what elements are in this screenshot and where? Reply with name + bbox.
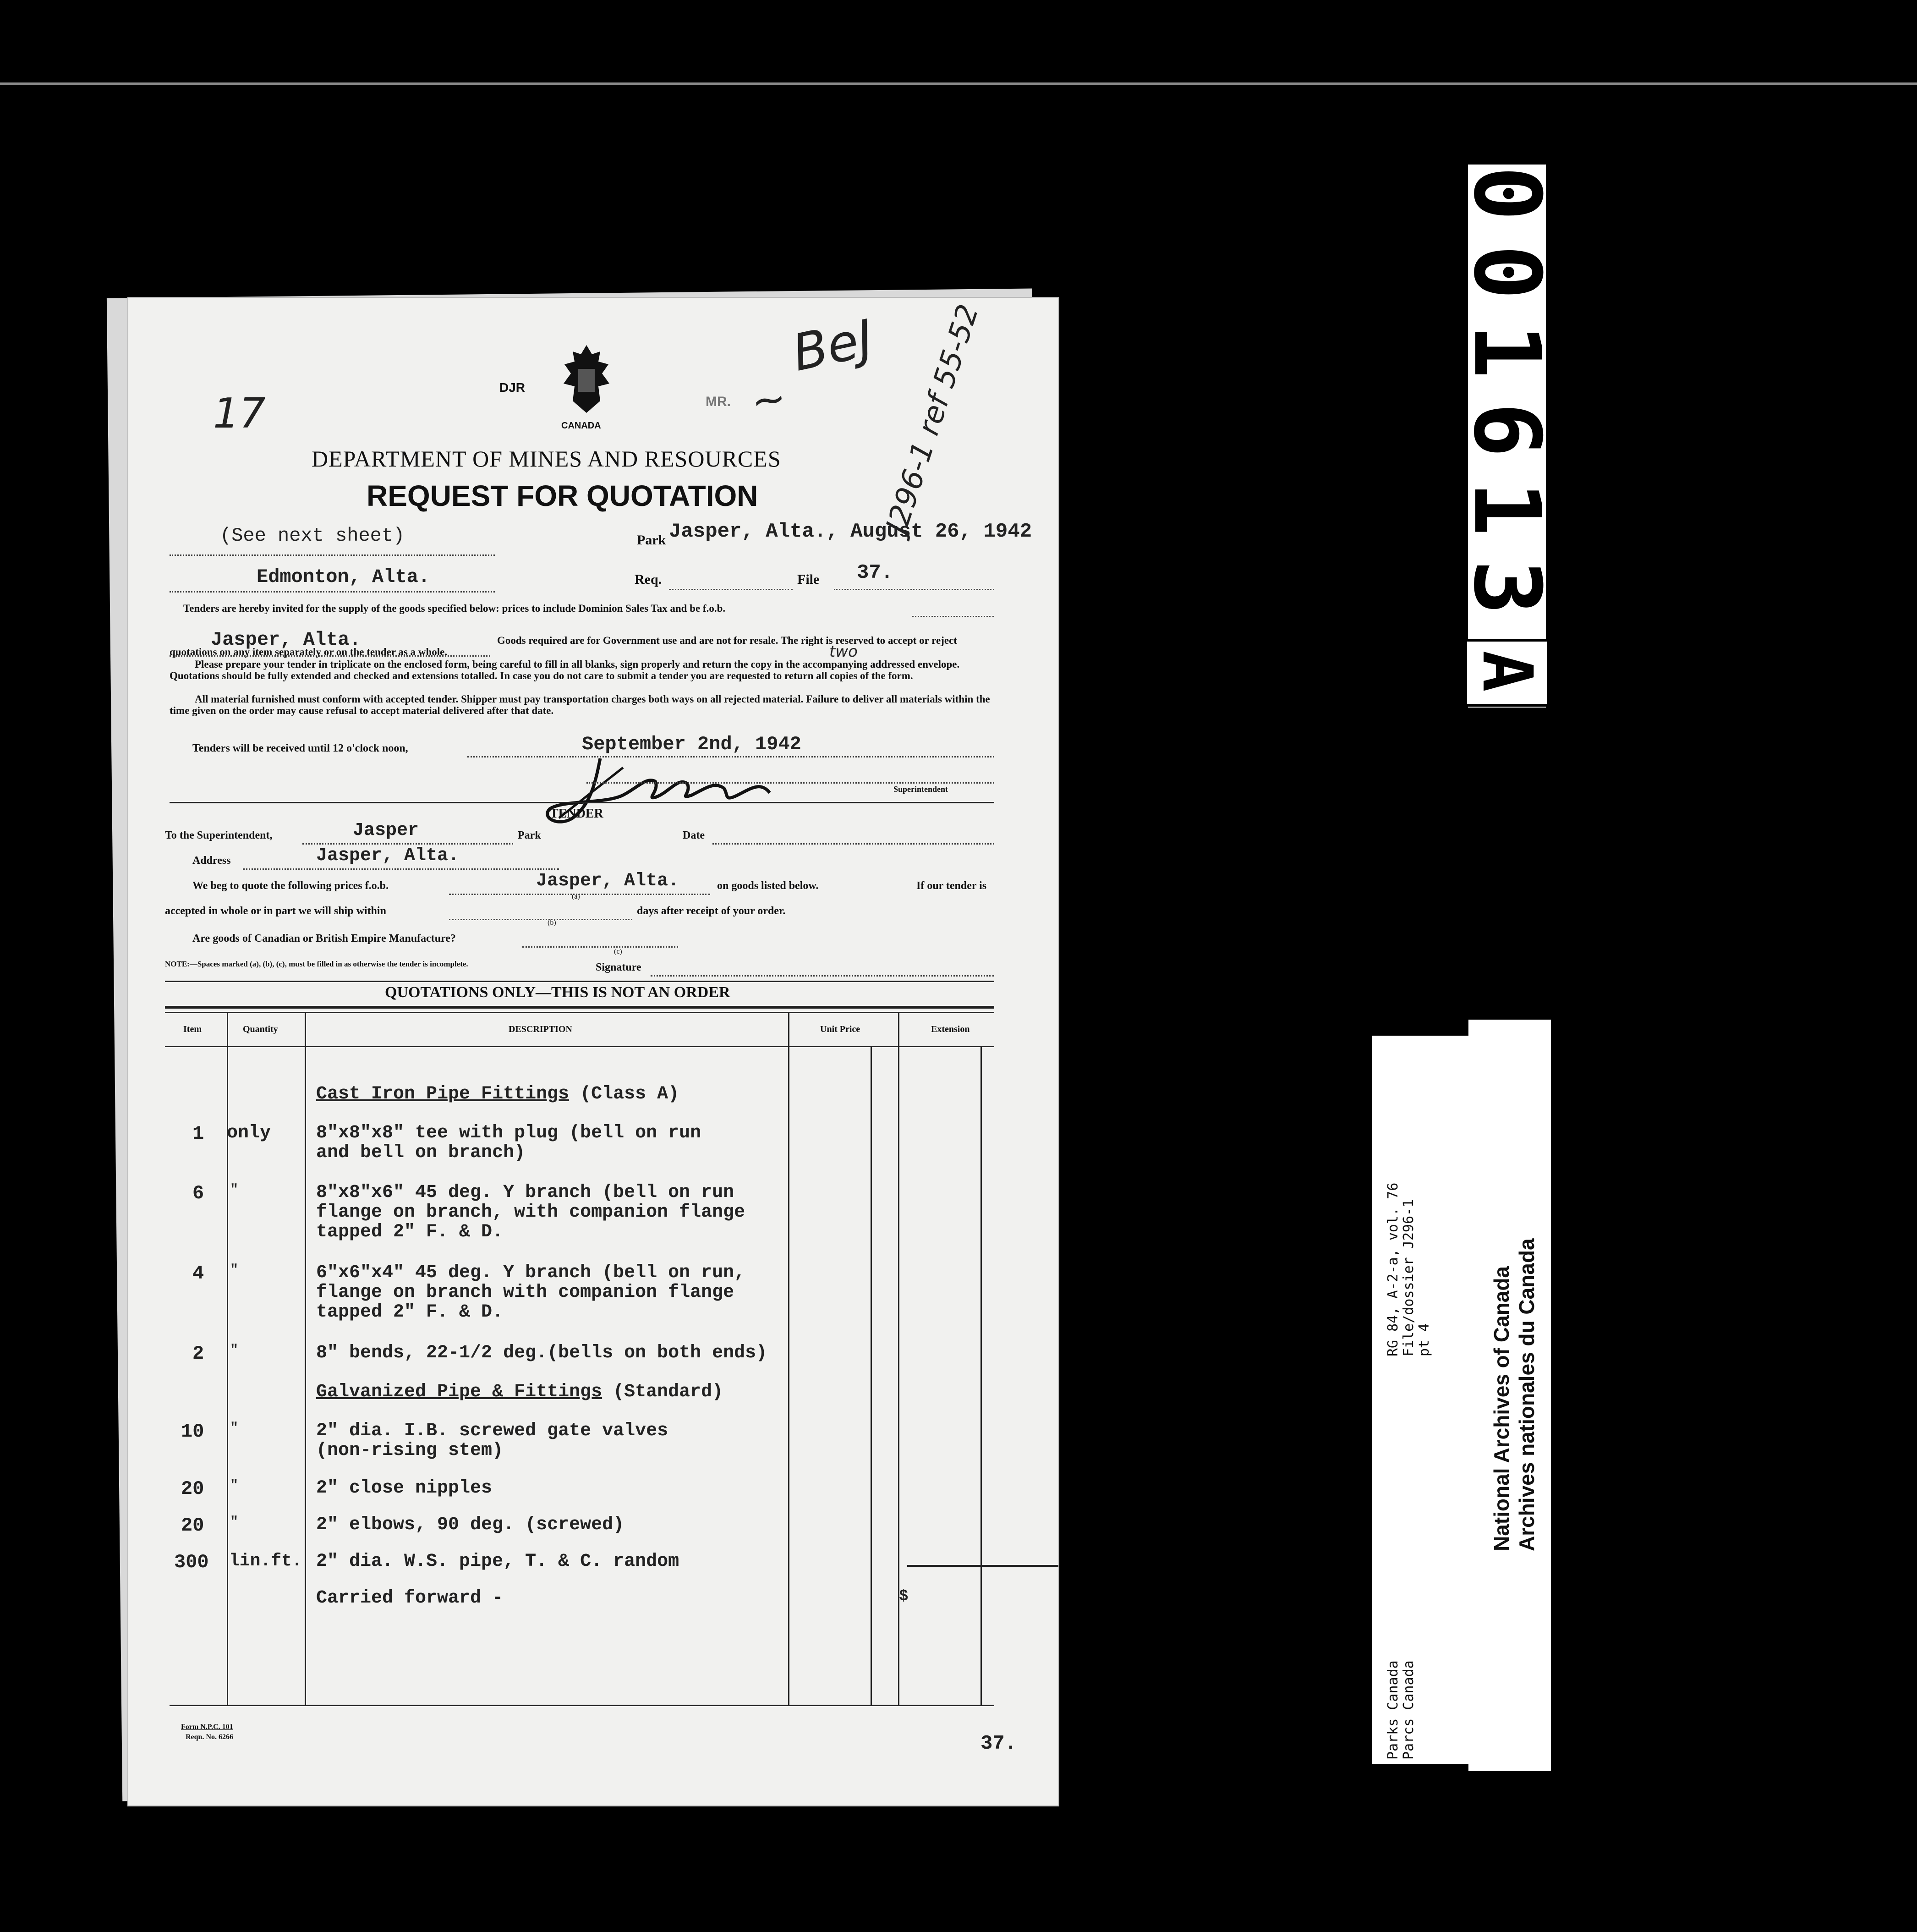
row-description: flange on branch, with companion flange: [316, 1202, 745, 1223]
address-label: Address: [192, 855, 231, 867]
date-label: Date: [683, 829, 705, 841]
reqn-number: Reqn. No. 6266: [186, 1733, 234, 1741]
frame-number-stamp: [1453, 163, 1561, 709]
date-line: [712, 839, 994, 845]
header-quantity: Quantity: [243, 1024, 278, 1034]
canadian-line: [522, 942, 678, 948]
handwritten-initials: BeJ: [787, 308, 878, 383]
row-description: 6"x6"x4" 45 deg. Y branch (bell on run,: [316, 1262, 745, 1283]
parks-canada-en: Parks Canada: [1385, 1660, 1401, 1760]
row-description: tapped 2" F. & D.: [316, 1302, 504, 1323]
row-item: 10: [181, 1421, 204, 1443]
goods-required-text: Goods required are for Government use and are not for resale. The right is reserved to accept or reject quotations on any item separately or on the tender as a whole.: [170, 635, 957, 658]
page-number: 37.: [980, 1732, 1017, 1755]
national-archives-label: [1468, 1020, 1551, 1771]
signature-field-line: [651, 971, 994, 977]
stamp-digit: 3: [1453, 560, 1561, 618]
row-description: 2" elbows, 90 deg. (screwed): [316, 1515, 624, 1535]
row-quantity-ditto: ": [230, 1343, 239, 1358]
archive-reference-line-2: File/dossier J296-1: [1401, 1199, 1417, 1356]
note-text: NOTE:—Spaces marked (a), (b), (c), must be filled in as otherwise the tender is incomplete.: [165, 960, 468, 968]
national-archives-en: National Archives of Canada: [1490, 1266, 1513, 1551]
instructions-paragraph-2: All material furnished must conform with accepted tender. Shipper must pay transportation charges both ways on all rejected material. Failure to deliver all materials within the time given on the order may cause refusal to accept material delivered after that date.: [170, 693, 990, 716]
section-heading-galvanized-title: Galvanized Pipe & Fittings: [316, 1382, 602, 1402]
canadian-question: Are goods of Canadian or British Empire Manufacture?: [192, 933, 456, 944]
signature-line: [586, 777, 994, 784]
row-item: 2: [192, 1343, 204, 1365]
row-quantity-ditto: ": [230, 1421, 239, 1436]
scan-top-rule: [0, 82, 1917, 85]
col-divider-qty: [305, 1013, 306, 1705]
tenders-until-label: Tenders will be received until 12 o'clock noon,: [192, 742, 408, 754]
mark-a: (a): [572, 893, 580, 900]
col-divider-cents-2: [980, 1046, 982, 1705]
handwritten-two: two: [829, 642, 858, 661]
row-description: tapped 2" F. & D.: [316, 1222, 504, 1242]
stamp-digit: 6: [1453, 402, 1561, 460]
section-heading-cast-iron-title: Cast Iron Pipe Fittings: [316, 1084, 570, 1104]
row-quantity-ditto: ": [230, 1262, 239, 1278]
on-goods-text: on goods listed below.: [717, 880, 819, 892]
djr-initials: DJR: [499, 380, 526, 395]
signature-label: Signature: [596, 961, 641, 973]
archive-reference-line-3: pt 4: [1416, 1323, 1432, 1356]
fob-value: Jasper, Alta.: [211, 629, 361, 651]
addressee-value-1: (See next sheet): [220, 525, 405, 547]
ship-within-line: [449, 914, 632, 920]
handwritten-mark-17: 17: [213, 390, 266, 438]
handwritten-scribble: ~: [748, 373, 789, 426]
dollar-sign: $: [899, 1588, 909, 1605]
fob-line-end: [912, 609, 994, 617]
table-top-rule-2: [165, 1012, 994, 1013]
stamp-digit: 1: [1453, 481, 1561, 539]
divider: [170, 802, 994, 803]
header-description: DESCRIPTION: [509, 1024, 572, 1034]
park-label-2: Park: [518, 829, 541, 841]
row-description: 8"x8"x6" 45 deg. Y branch (bell on run: [316, 1182, 734, 1203]
days-after-text: days after receipt of your order.: [637, 905, 786, 917]
row-description: 8" bends, 22-1/2 deg.(bells on both ends): [316, 1343, 767, 1363]
col-divider-item: [227, 1013, 228, 1705]
row-item: 6: [192, 1182, 204, 1204]
col-divider-cents-1: [871, 1046, 872, 1705]
tender-heading: TENDER: [550, 807, 603, 821]
row-item: 1: [192, 1123, 204, 1145]
row-quantity-ditto: ": [230, 1515, 239, 1530]
if-accepted-text: If our tender is: [916, 880, 987, 892]
row-quantity: only: [227, 1123, 271, 1143]
national-archives-fr: Archives nationales du Canada: [1515, 1238, 1539, 1551]
row-quantity: lin.ft.: [229, 1551, 302, 1571]
table-top-rule: [165, 1006, 994, 1009]
header-extension: Extension: [931, 1024, 970, 1034]
handwritten-file-reference: J296-1 ref 55-52: [880, 300, 986, 538]
col-divider-desc: [788, 1013, 789, 1705]
beg-to-quote-label: We beg to quote the following prices f.o.b.: [192, 880, 389, 892]
beg-to-quote-value: Jasper, Alta.: [536, 871, 679, 891]
file-label: File: [797, 572, 820, 587]
divider-2: [165, 981, 994, 982]
tenders-until-value: September 2nd, 1942: [582, 733, 801, 755]
canada-coat-of-arms-icon: [554, 341, 619, 419]
page-title: REQUEST FOR QUOTATION: [367, 479, 758, 512]
section-heading-cast-iron: [316, 1084, 679, 1104]
quotations-only-heading: QUOTATIONS ONLY—THIS IS NOT AN ORDER: [385, 984, 730, 1001]
mr-stamp: MR.: [706, 394, 731, 409]
to-superintendent-label: To the Superintendent,: [165, 829, 273, 841]
row-description: 2" dia. I.B. screwed gate valves: [316, 1421, 668, 1441]
row-item: 4: [192, 1262, 204, 1284]
table-header-rule: [165, 1046, 994, 1047]
carried-forward: Carried forward -: [316, 1588, 504, 1608]
archive-reference-label: [1372, 1036, 1468, 1764]
row-description: 8"x8"x8" tee with plug (bell on run: [316, 1123, 701, 1143]
section-heading-galvanized-suffix: (Standard): [613, 1382, 723, 1402]
header-item: Item: [183, 1024, 202, 1034]
archive-reference-line-1: RG 84, A-2-a, vol. 76: [1385, 1182, 1401, 1356]
stamp-digit: 1: [1453, 323, 1561, 381]
mark-b: (b): [548, 919, 556, 927]
header-unit-price: Unit Price: [820, 1024, 860, 1034]
mark-c: (c): [614, 948, 622, 955]
form-number: Form N.P.C. 101: [181, 1723, 233, 1731]
park-label: Park: [637, 532, 666, 548]
to-superintendent-value: Jasper: [353, 820, 419, 841]
req-label: Req.: [635, 572, 662, 587]
row-item: 300: [174, 1551, 209, 1573]
section-heading-galvanized: [316, 1382, 723, 1402]
file-value: 37.: [857, 561, 893, 584]
row-description: flange on branch with companion flange: [316, 1282, 734, 1303]
row-quantity-ditto: ": [230, 1182, 239, 1198]
frame-number: [1453, 165, 1561, 707]
accepted-whole-text: accepted in whole or in part we will ship within: [165, 905, 386, 917]
section-heading-cast-iron-suffix: (Class A): [580, 1084, 679, 1104]
stamp-letter: A: [1464, 638, 1550, 706]
superintendent-label: Superintendent: [893, 785, 948, 794]
stamp-digit: 0: [1453, 165, 1561, 224]
row-item: 20: [181, 1478, 204, 1500]
address-value: Jasper, Alta.: [316, 845, 460, 866]
row-description: and bell on branch): [316, 1142, 526, 1163]
parks-canada-fr: Parcs Canada: [1401, 1660, 1417, 1760]
req-line: [669, 575, 793, 590]
table-bottom-rule: [170, 1705, 994, 1706]
row-description: 2" close nipples: [316, 1478, 493, 1498]
row-description: 2" dia. W.S. pipe, T. & C. random: [316, 1551, 679, 1572]
addressee-value-2: Edmonton, Alta.: [257, 566, 430, 588]
row-quantity-ditto: ": [230, 1478, 239, 1493]
request-for-quotation-form: [128, 298, 1058, 1806]
instructions-paragraph-1: Please prepare your tender in triplicate on the enclosed form, being careful to fill in all blanks, sign properly and return the copy in the accompanying addressed envelope. Quotations should be fully extended and checked and extensions totalled. In case you do not care to submit a tender you are requested to return all copies of the form.: [170, 659, 960, 681]
canada-caption: CANADA: [561, 421, 601, 431]
row-item: 20: [181, 1515, 204, 1537]
tender-intro: Tenders are hereby invited for the supply of the goods specified below: prices to include Dominion Sales Tax and be f.o.b.: [183, 603, 726, 614]
department-heading: DEPARTMENT OF MINES AND RESOURCES: [312, 446, 781, 472]
row-description: (non-rising stem): [316, 1440, 504, 1461]
extension-total-rule: [907, 1565, 1058, 1567]
park-date-value: Jasper, Alta., August 26, 1942: [669, 520, 1032, 543]
stamp-digit: 0: [1453, 244, 1561, 302]
